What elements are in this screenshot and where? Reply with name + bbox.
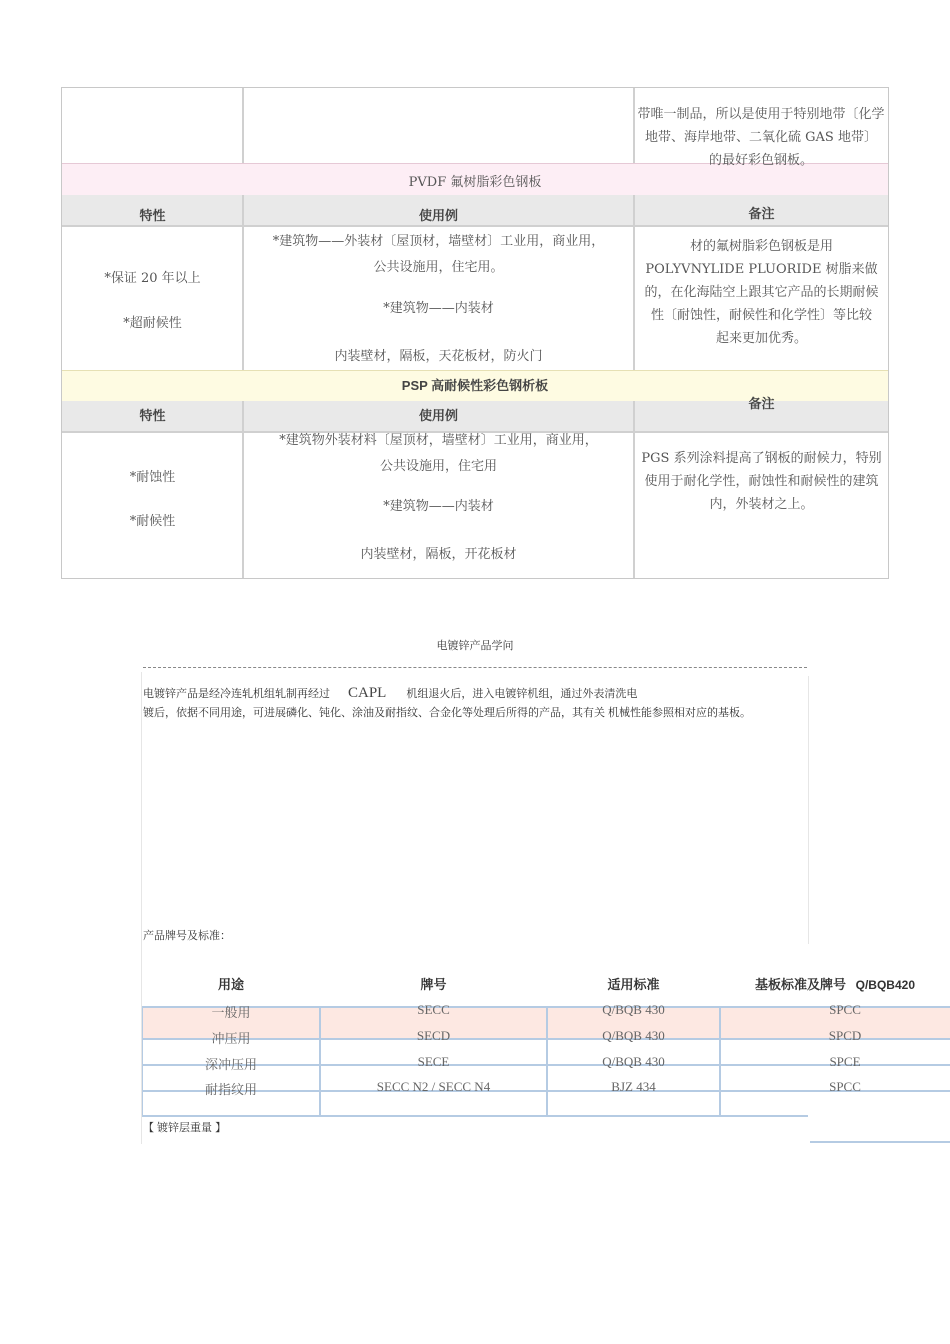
pvdf-header-note: 备注 xyxy=(748,206,775,221)
brand-label: 产品牌号及标准： xyxy=(143,930,231,942)
psp-note: PGS 系列涂料提高了钢板的耐候力，特别 使用于耐化学性，耐蚀性和耐候性的建筑 内，外装材之上。 xyxy=(641,451,882,512)
psp-usage-1: *建筑物外装材料〔屋顶材，墙壁材〕工业用，商业用， xyxy=(279,433,598,448)
header-usage: 用途 xyxy=(217,977,244,992)
row0-note: 带唯一制品，所以是使用于特别地带〔化学 地带、海岸地带、二氧化硫 GAS 地带〕 的最好彩色钢板。 xyxy=(637,107,885,168)
pvdf-title: PVDF 氟树脂彩色钢板 xyxy=(408,175,542,190)
psp-header-feature: 特性 xyxy=(139,408,166,423)
pvdf-usage-2: 公共设施用，住宅用。 xyxy=(373,260,504,275)
header-grade: 牌号 xyxy=(420,977,447,992)
grid-line xyxy=(142,1115,808,1117)
psp-usage-4: 内装壁材，隔板，开花板材 xyxy=(360,547,517,562)
psp-usage-2: 公共设施用，住宅用 xyxy=(379,459,497,474)
header-standard: 适用标准 xyxy=(607,977,660,992)
pvdf-feature-2: *超耐候性 xyxy=(123,316,182,331)
capl-term: CAPL xyxy=(348,685,387,701)
section-title: 电镀锌产品学问 xyxy=(436,640,514,652)
psp-header-usage: 使用例 xyxy=(418,408,458,423)
psp-feature-1: *耐蚀性 xyxy=(129,470,176,485)
pvdf-header-usage: 使用例 xyxy=(418,208,458,223)
grid-line xyxy=(810,1141,950,1143)
psp-usage-3: *建筑物——内装材 xyxy=(383,499,494,514)
dashed-divider xyxy=(143,667,807,668)
pvdf-usage-3: *建筑物——内装材 xyxy=(383,301,494,316)
pvdf-header-feature: 特性 xyxy=(139,208,166,223)
pvdf-feature-1: *保证 20 年以上 xyxy=(104,271,201,286)
intro-paragraph-line2: 镀后，依据不同用途，可进展磷化、钝化、涂油及耐指纹、合金化等处理后所得的产品，其有关 机械性能参照相对应的基板。 xyxy=(143,707,752,719)
psp-title: PSP 高耐候性彩色钢析板 xyxy=(401,378,549,393)
header-base-standard: 基板标准及牌号 Q/BQB420 xyxy=(755,977,915,992)
row-divider xyxy=(62,225,888,227)
col-divider xyxy=(242,88,244,163)
psp-header-note: 备注 xyxy=(748,396,775,411)
pvdf-usage-4: 内装壁材，隔板，天花板材，防火门 xyxy=(334,349,543,364)
pvdf-note: 材的氟树脂彩色钢板是用 POLYVNYLIDE PLUORIDE 树脂来做 的，在化海陆空上跟其它产品的长期耐候 性〔耐蚀性，耐候性和化学性〕等比较 起来更加优秀。 xyxy=(644,239,879,346)
intro-paragraph-line1: 电镀锌产品是经冷连轧机组轧制再经过 CAPL 机组退火后，进入电镀锌机组，通过外表清洗电 xyxy=(143,685,638,701)
pvdf-usage-1: *建筑物——外装材〔屋顶材，墙壁材〕工业用，商业用， xyxy=(272,234,605,249)
coating-weight-label: 【 镀锌层重量 】 xyxy=(143,1122,227,1134)
psp-feature-2: *耐候性 xyxy=(129,514,176,529)
